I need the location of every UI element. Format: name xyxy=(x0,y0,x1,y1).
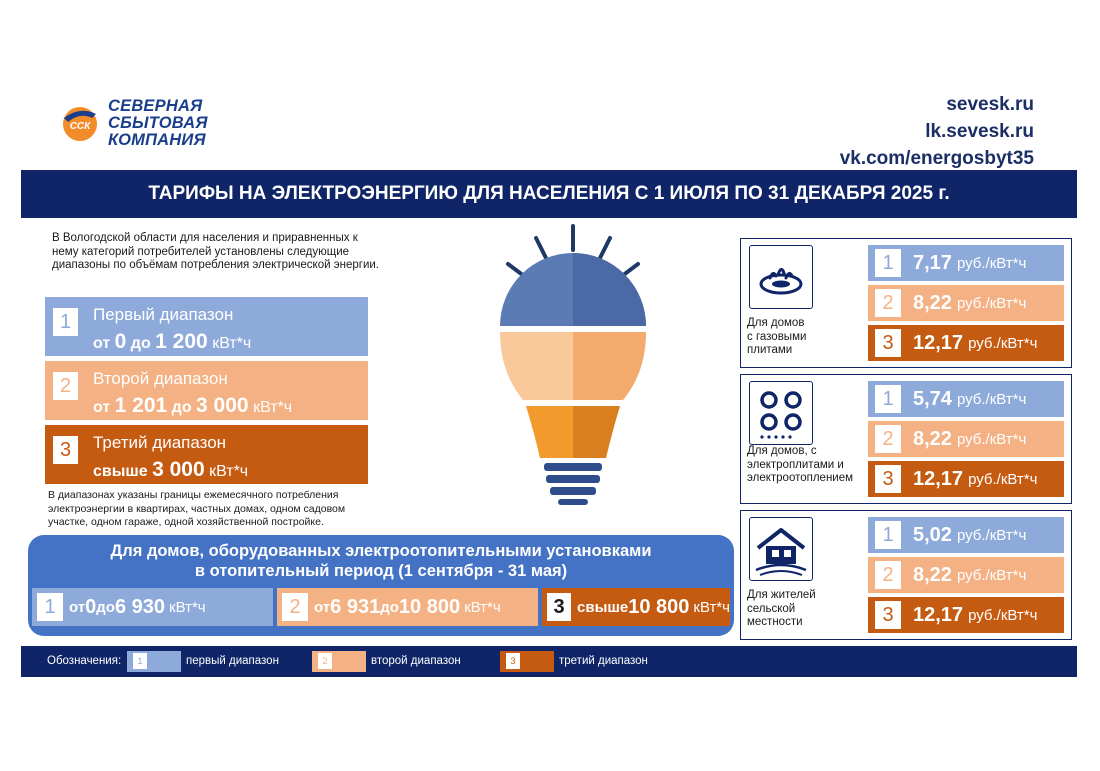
range-bounds: свыше 3 000 кВт*ч xyxy=(93,458,249,481)
range-name: Первый диапазон xyxy=(93,305,234,324)
contact-links xyxy=(840,91,1034,172)
heating-range-second: 2 от 6 931 до 10 800 кВт*ч xyxy=(277,588,538,626)
legend-swatch-first: 1 xyxy=(127,651,181,672)
company-name xyxy=(108,98,208,149)
company-name-line3: КОМПАНИЯ xyxy=(108,131,206,149)
light-bulb-icon xyxy=(488,222,658,512)
ranges-note: В диапазонах указаны границы ежемесячного потребления электроэнергии в квартирах, частных домах, одном садовом участке, одном гараже, одной хозяйственной постройке. xyxy=(48,489,346,528)
logo-icon xyxy=(62,106,98,142)
company-name-line1: СЕВЕРНАЯ xyxy=(108,97,203,115)
legend-swatch-second: 2 xyxy=(312,651,366,672)
rate-third: 3 12,17 руб./кВт*ч xyxy=(868,461,1064,497)
range-name: Третий диапазон xyxy=(93,433,227,452)
rate-first: 1 7,17 руб./кВт*ч xyxy=(868,245,1064,281)
range-first xyxy=(45,297,368,356)
link-site[interactable]: sevesk.ru xyxy=(946,94,1034,115)
rate-second: 2 8,22 руб./кВт*ч xyxy=(868,285,1064,321)
legend-text-third: третий диапазон xyxy=(559,655,648,667)
tariff-rural-residents xyxy=(740,510,1072,640)
range-number: 3 xyxy=(53,436,78,464)
heating-title xyxy=(28,541,734,581)
rate-second: 2 8,22 руб./кВт*ч xyxy=(868,421,1064,457)
tariff-description: Для домов, с электроплитами и электроотоплением xyxy=(747,445,854,484)
legend-text-second: второй диапазон xyxy=(371,655,461,667)
intro-text: В Вологодской области для населения и приравненных к нему категорий потребителей установлены следующие диапазоны по объёмам потребления электрической энергии. xyxy=(52,232,379,271)
tariff-electric-stoves xyxy=(740,374,1072,504)
heating-range-third: 3 свыше 10 800 кВт*ч xyxy=(542,588,730,626)
link-personal-account[interactable]: lk.sevesk.ru xyxy=(925,121,1034,142)
range-number: 1 xyxy=(53,308,78,336)
tariff-description: Для жителей сельской местности xyxy=(747,589,816,628)
heating-season-panel xyxy=(28,535,734,636)
rate-first: 1 5,02 руб./кВт*ч xyxy=(868,517,1064,553)
tariff-gas-stoves xyxy=(740,238,1072,368)
range-bounds: от 0 до 1 200 кВт*ч xyxy=(93,330,252,353)
company-name-line2: СБЫТОВАЯ xyxy=(108,114,208,132)
range-second xyxy=(45,361,368,420)
legend-swatch-third: 3 xyxy=(500,651,554,672)
gas-stove-icon xyxy=(749,245,813,309)
range-number: 2 xyxy=(53,372,78,400)
range-third xyxy=(45,425,368,484)
rate-second: 2 8,22 руб./кВт*ч xyxy=(868,557,1064,593)
rate-first: 1 5,74 руб./кВт*ч xyxy=(868,381,1064,417)
rate-third: 3 12,17 руб./кВт*ч xyxy=(868,597,1064,633)
legend-label: Обозначения: xyxy=(47,655,122,667)
range-number: 1 xyxy=(37,593,63,621)
range-number: 2 xyxy=(282,593,308,621)
heating-title-line1: Для домов, оборудованных электроотопительными установками xyxy=(110,542,652,560)
range-bounds: от 1 201 до 3 000 кВт*ч xyxy=(93,394,293,417)
legend-bar xyxy=(21,646,1077,677)
tariff-description: Для домов с газовыми плитами xyxy=(747,317,807,356)
range-number: 3 xyxy=(547,593,571,621)
heating-range-first: 1 от 0 до 6 930 кВт*ч xyxy=(32,588,273,626)
legend-text-first: первый диапазон xyxy=(186,655,279,667)
rural-house-icon xyxy=(749,517,813,581)
link-vk[interactable]: vk.com/energosbyt35 xyxy=(839,148,1034,169)
electric-stove-icon xyxy=(749,381,813,445)
range-name: Второй диапазон xyxy=(93,369,228,388)
heating-title-line2: в отопительный период (1 сентября - 31 мая) xyxy=(194,562,568,580)
rate-third: 3 12,17 руб./кВт*ч xyxy=(868,325,1064,361)
logo-mark-text: ССК xyxy=(69,121,91,132)
page-title: ТАРИФЫ НА ЭЛЕКТРОЭНЕРГИЮ ДЛЯ НАСЕЛЕНИЯ С 1 ИЮЛЯ ПО 31 ДЕКАБРЯ 2025 г. xyxy=(21,170,1077,218)
